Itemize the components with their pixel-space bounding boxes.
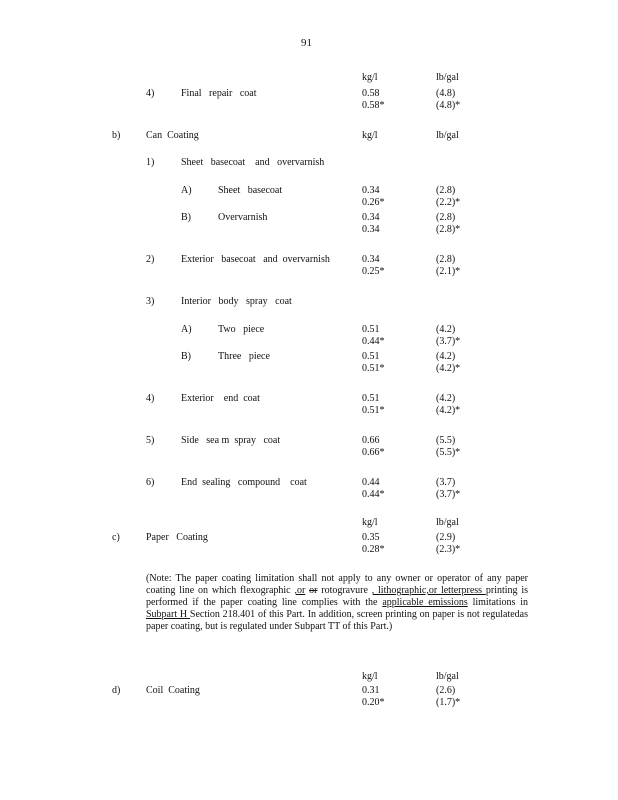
section-title: Can Coating	[146, 130, 199, 141]
lb-value: (3.7)	[436, 477, 456, 488]
kg-value: 0.58*	[362, 100, 385, 111]
kg-value: 0.31	[362, 685, 380, 696]
lb-value: (3.7)*	[436, 489, 461, 500]
kg-value: 0.51	[362, 324, 380, 335]
subitem-letter: A)	[181, 185, 192, 196]
lb-value: (2.8)*	[436, 224, 461, 235]
kg-value: 0.44*	[362, 489, 385, 500]
note-deleted-text: or	[309, 585, 318, 596]
section-title: Paper Coating	[146, 532, 208, 543]
kg-value: 0.35	[362, 532, 380, 543]
unit-lb-header: lb/gal	[436, 72, 459, 83]
item-label: Exterior basecoat and overvarnish	[181, 254, 330, 265]
item-label: End sealing compound coat	[181, 477, 307, 488]
paper-coating-note	[146, 573, 528, 633]
lb-value: (4.2)	[436, 324, 456, 335]
section-letter: b)	[112, 130, 121, 141]
note-inserted-text: applicable emissions	[382, 597, 468, 608]
lb-value: (2.2)*	[436, 197, 461, 208]
lb-value: (4.8)	[436, 88, 456, 99]
page-number: 91	[301, 37, 312, 49]
item-number: 6)	[146, 477, 155, 488]
kg-value: 0.51*	[362, 405, 385, 416]
lb-value: (4.2)	[436, 393, 456, 404]
unit-lb-header: lb/gal	[436, 517, 459, 528]
item-number: 5)	[146, 435, 155, 446]
item-number: 3)	[146, 296, 155, 307]
subitem-letter: B)	[181, 212, 191, 223]
item-number: 4)	[146, 88, 155, 99]
kg-value: 0.44	[362, 477, 380, 488]
item-label: Final repair coat	[181, 88, 257, 99]
item-number: 4)	[146, 393, 155, 404]
kg-value: 0.44*	[362, 336, 385, 347]
note-text: limitations in	[467, 597, 528, 608]
note-inserted-text: Subpart H	[146, 609, 190, 620]
lb-value: (2.1)*	[436, 266, 461, 277]
kg-value: 0.58	[362, 88, 380, 99]
unit-lb-header: lb/gal	[436, 671, 459, 682]
kg-value: 0.34	[362, 224, 380, 235]
kg-value: 0.51	[362, 351, 380, 362]
kg-value: 0.25*	[362, 266, 385, 277]
note-text: Section 218.401 of this Part. In addition, screen printing on paper is not regulatedas paper coating, but is regulated under Subpart TT of this Part.)	[146, 609, 528, 632]
lb-value: (2.9)	[436, 532, 456, 543]
subitem-label: Two piece	[218, 324, 265, 335]
subitem-label: Sheet basecoat	[218, 185, 283, 196]
note-text: (Note: The paper coating limitation shall not apply to any owner or operator of any paper coating line on which flexographic	[146, 573, 528, 596]
kg-value: 0.66	[362, 435, 380, 446]
note-inserted-text: ,or	[294, 585, 306, 596]
lb-value: (4.2)	[436, 351, 456, 362]
kg-value: 0.51*	[362, 363, 385, 374]
subitem-label: Overvarnish	[218, 212, 268, 223]
section-title: Coil Coating	[146, 685, 200, 696]
lb-value: (4.2)*	[436, 405, 461, 416]
lb-value: (2.8)	[436, 254, 456, 265]
section-letter: d)	[112, 685, 121, 696]
unit-lb-header: lb/gal	[436, 130, 459, 141]
lb-value: (5.5)	[436, 435, 456, 446]
kg-value: 0.34	[362, 185, 380, 196]
kg-value: 0.20*	[362, 697, 385, 708]
item-label: Interior body spray coat	[181, 296, 292, 307]
lb-value: (1.7)*	[436, 697, 461, 708]
subitem-label: Three piece	[218, 351, 270, 362]
kg-value: 0.28*	[362, 544, 385, 555]
kg-value: 0.51	[362, 393, 380, 404]
subitem-letter: A)	[181, 324, 192, 335]
unit-kg-header: kg/l	[362, 72, 378, 83]
lb-value: (4.8)*	[436, 100, 461, 111]
lb-value: (2.8)	[436, 212, 456, 223]
lb-value: (2.8)	[436, 185, 456, 196]
subitem-letter: B)	[181, 351, 191, 362]
kg-value: 0.26*	[362, 197, 385, 208]
lb-value: (4.2)*	[436, 363, 461, 374]
item-number: 1)	[146, 157, 155, 168]
unit-kg-header: kg/l	[362, 517, 378, 528]
lb-value: (3.7)*	[436, 336, 461, 347]
item-label: Sheet basecoat and overvarnish	[181, 157, 325, 168]
item-label: Exterior end coat	[181, 393, 260, 404]
note-text: printing is performed if the paper coating line complies with the	[146, 585, 529, 608]
item-label: Side sea m spray coat	[181, 435, 281, 446]
note-text: rotogravure	[317, 585, 372, 596]
kg-value: 0.66*	[362, 447, 385, 458]
item-number: 2)	[146, 254, 155, 265]
kg-value: 0.34	[362, 254, 380, 265]
lb-value: (5.5)*	[436, 447, 461, 458]
lb-value: (2.6)	[436, 685, 456, 696]
kg-value: 0.34	[362, 212, 380, 223]
note-inserted-text: , lithographic,or letterpress	[371, 585, 486, 596]
lb-value: (2.3)*	[436, 544, 461, 555]
unit-kg-header: kg/l	[362, 671, 378, 682]
section-letter: c)	[112, 532, 120, 543]
unit-kg-header: kg/l	[362, 130, 378, 141]
